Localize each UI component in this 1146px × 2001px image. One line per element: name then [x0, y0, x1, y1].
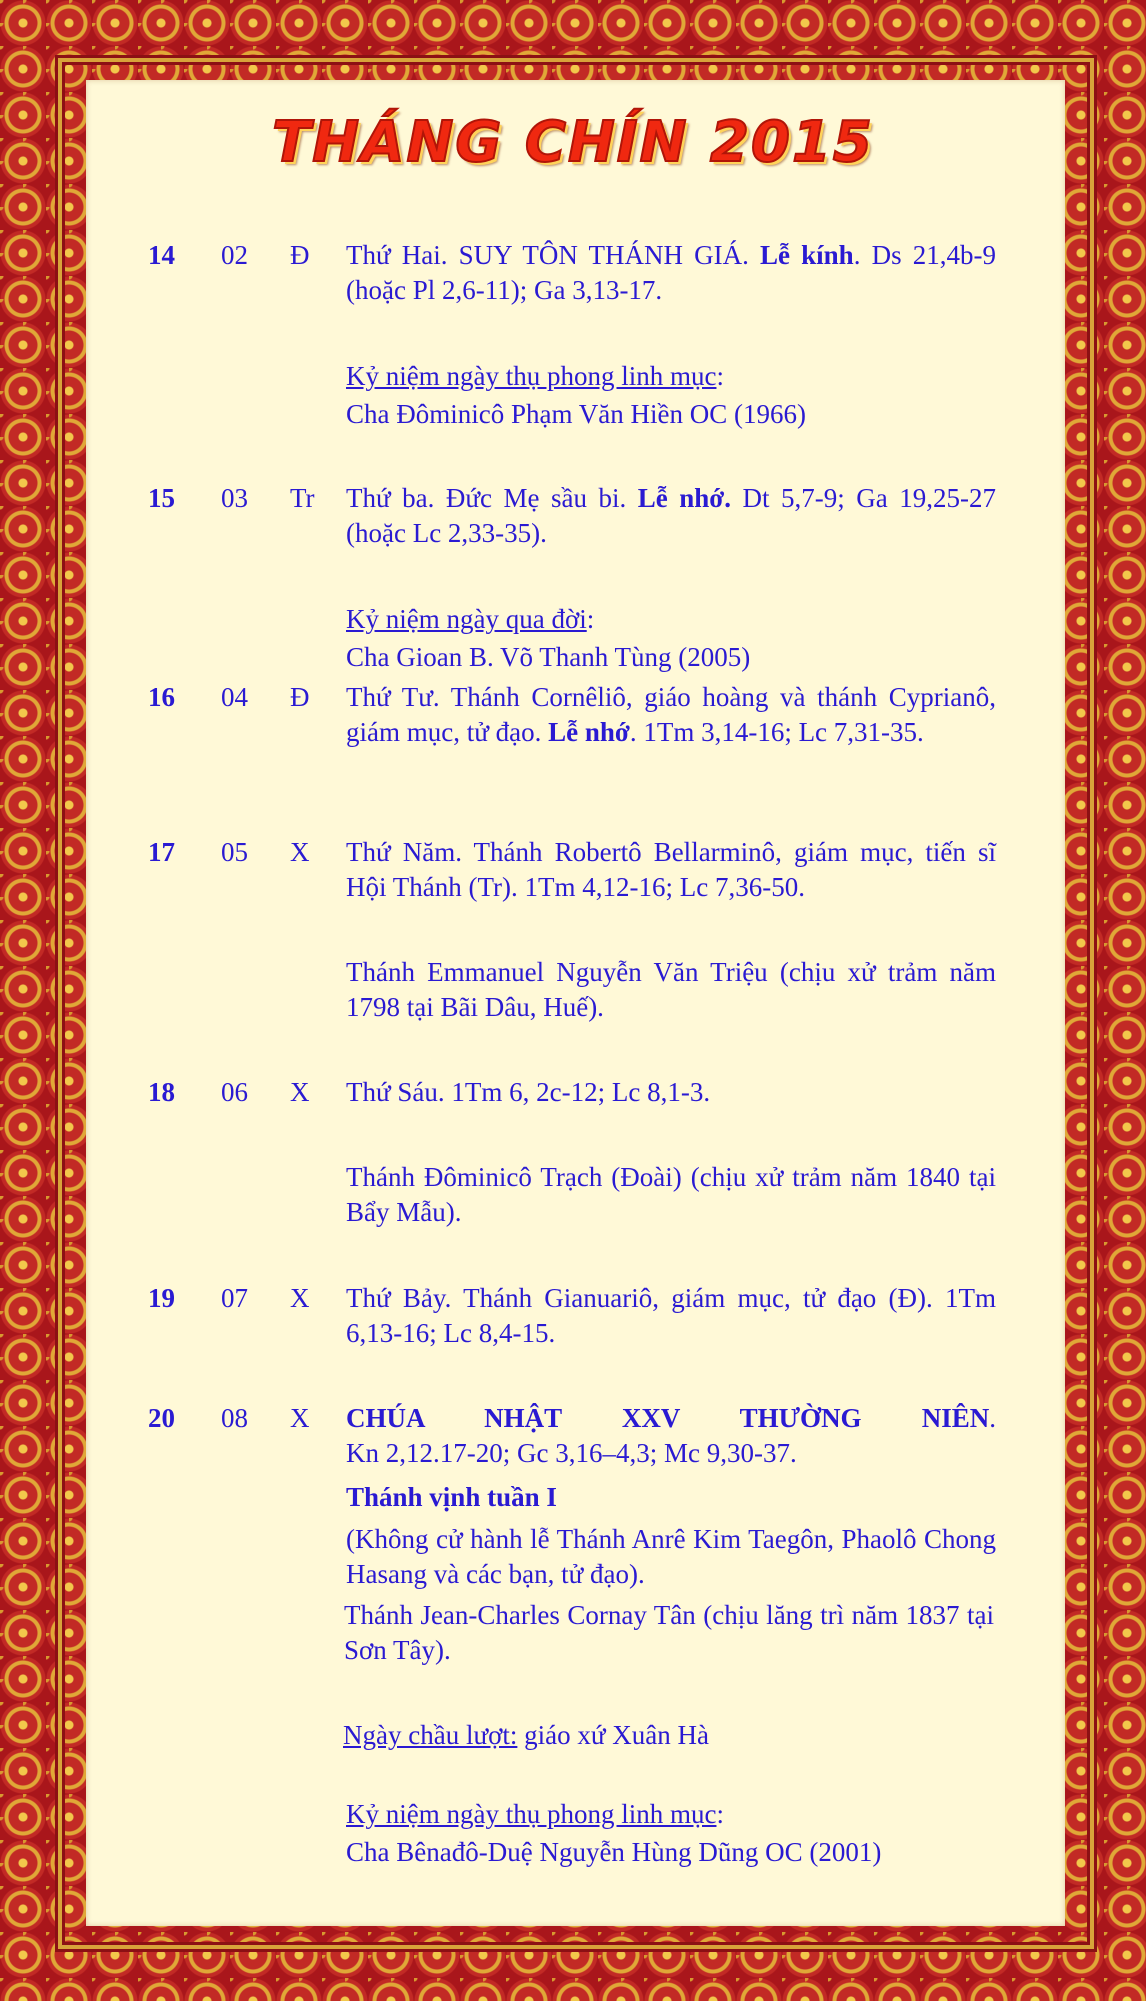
lunar-day: 03 — [221, 483, 248, 513]
anniversary-person: Cha Đôminicô Phạm Văn Hiền OC (1966) — [346, 399, 806, 429]
page-title: THÁNG CHÍN 2015 — [272, 110, 874, 175]
adoration-day: Ngày chầu lượt: giáo xứ Xuân Hà — [343, 1720, 709, 1750]
day-number: 20 — [148, 1403, 175, 1433]
saint-commemoration: Thánh Emmanuel Nguyễn Văn Triệu (chịu xử trảm năm 1798 tại Bãi Dâu, Huế). — [346, 957, 996, 1022]
day-number: 18 — [148, 1077, 175, 1107]
omitted-memorial: (Không cử hành lễ Thánh Anrê Kim Taegôn, Phaolô Chong Hasang và các bạn, tử đạo). — [346, 1524, 996, 1589]
liturgical-color: X — [290, 1283, 310, 1313]
liturgical-color: Tr — [290, 483, 315, 513]
day-number: 14 — [148, 240, 175, 270]
liturgical-color: X — [290, 1403, 310, 1433]
lunar-day: 07 — [221, 1283, 248, 1313]
liturgical-color: Đ — [290, 682, 310, 712]
death-anniversary-label: Kỷ niệm ngày qua đời: — [346, 604, 595, 634]
lunar-day: 08 — [221, 1403, 248, 1433]
sunday-readings: Kn 2,12.17-20; Gc 3,16–4,3; Mc 9,30-37. — [346, 1438, 797, 1468]
entry-text: Thứ Năm. Thánh Robertô Bellarminô, giám mục, tiến sĩ Hội Thánh (Tr). 1Tm 4,12-16; Lc 7,36-50. — [346, 837, 996, 902]
saint-commemoration: Thánh Jean-Charles Cornay Tân (chịu lăng trì năm 1837 tại Sơn Tây). — [344, 1600, 994, 1665]
liturgical-color: X — [290, 837, 310, 867]
lunar-day: 06 — [221, 1077, 248, 1107]
sunday-title: CHÚA NHẬT XXV THƯỜNG NIÊN. — [346, 1403, 996, 1433]
saint-commemoration: Thánh Đôminicô Trạch (Đoài) (chịu xử trảm năm 1840 tại Bẩy Mẫu). — [346, 1162, 996, 1227]
anniversary-person: Cha Bênađô-Duệ Nguyễn Hùng Dũng OC (2001) — [346, 1837, 882, 1867]
entry-text: Thứ Sáu. 1Tm 6, 2c-12; Lc 8,1-3. — [346, 1077, 711, 1107]
entry-text: Thứ ba. Đức Mẹ sầu bi. Lễ nhớ. Dt 5,7-9; Ga 19,25-27 (hoặc Lc 2,33-35). — [346, 483, 996, 548]
entry-text: Thứ Hai. SUY TÔN THÁNH GIÁ. Lễ kính. Ds 21,4b-9 (hoặc Pl 2,6-11); Ga 3,13-17. — [346, 240, 996, 305]
day-number: 19 — [148, 1283, 175, 1313]
liturgical-color: X — [290, 1077, 310, 1107]
anniversary-label: Kỷ niệm ngày thụ phong linh mục: — [346, 361, 724, 391]
entry-text: Thứ Bảy. Thánh Gianuariô, giám mục, tử đạo (Đ). 1Tm 6,13-16; Lc 8,4-15. — [346, 1283, 996, 1348]
lunar-day: 05 — [221, 837, 248, 867]
lunar-day: 02 — [221, 240, 248, 270]
death-anniversary-person: Cha Gioan B. Võ Thanh Tùng (2005) — [346, 642, 751, 672]
entry-text: Thứ Tư. Thánh Cornêliô, giáo hoàng và thánh Cyprianô, giám mục, tử đạo. Lễ nhớ. 1Tm 3,14-16; Lc 7,31-35. — [346, 682, 996, 747]
day-number: 15 — [148, 483, 175, 513]
day-number: 17 — [148, 837, 175, 867]
lunar-day: 04 — [221, 682, 248, 712]
psalter-week: Thánh vịnh tuần I — [346, 1482, 557, 1512]
anniversary-label: Kỷ niệm ngày thụ phong linh mục: — [346, 1799, 724, 1829]
liturgical-color: Đ — [290, 240, 310, 270]
day-number: 16 — [148, 682, 175, 712]
